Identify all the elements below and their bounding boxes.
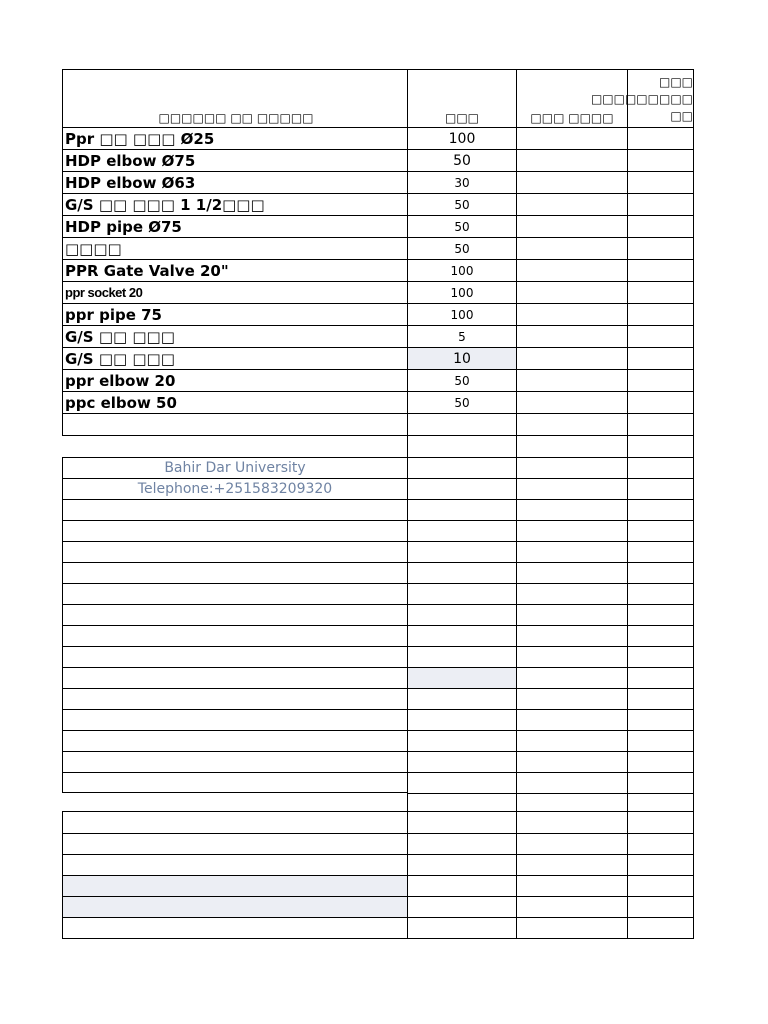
empty-cell[interactable] bbox=[407, 478, 516, 499]
empty-cell[interactable] bbox=[62, 583, 407, 604]
organization-name: Bahir Dar University bbox=[62, 457, 407, 478]
empty-cell[interactable] bbox=[62, 562, 407, 583]
item-qty-cell[interactable]: 100 bbox=[407, 303, 516, 325]
item-qty-cell-selected[interactable]: 10 bbox=[407, 347, 516, 369]
table-row-empty bbox=[62, 667, 694, 688]
telephone-number: Telephone:+251583209320 bbox=[62, 478, 407, 499]
table-row-empty bbox=[62, 833, 694, 854]
header-item-description: □□□□□□ □□ □□□□□ bbox=[62, 69, 407, 127]
table-row-empty bbox=[62, 709, 694, 730]
empty-cell[interactable] bbox=[62, 751, 407, 772]
total-price-cell[interactable] bbox=[627, 259, 694, 281]
empty-cell[interactable] bbox=[62, 772, 407, 793]
empty-cell[interactable] bbox=[62, 833, 407, 854]
total-price-cell[interactable] bbox=[627, 303, 694, 325]
empty-cell[interactable] bbox=[407, 604, 516, 625]
empty-cell[interactable] bbox=[516, 875, 627, 896]
empty-cell[interactable] bbox=[516, 604, 627, 625]
empty-cell[interactable] bbox=[516, 854, 627, 875]
table-row-empty bbox=[62, 688, 694, 709]
total-price-cell[interactable] bbox=[627, 149, 694, 171]
empty-cell[interactable] bbox=[627, 604, 694, 625]
empty-cell[interactable] bbox=[407, 730, 516, 751]
empty-cell[interactable] bbox=[407, 457, 516, 478]
empty-cell[interactable] bbox=[516, 541, 627, 562]
empty-cell[interactable] bbox=[627, 730, 694, 751]
table-row bbox=[62, 215, 694, 237]
empty-cell[interactable] bbox=[627, 478, 694, 499]
empty-cell[interactable] bbox=[627, 917, 694, 939]
empty-cell[interactable] bbox=[62, 435, 407, 457]
item-qty-cell[interactable]: 5 bbox=[407, 325, 516, 347]
empty-cell[interactable] bbox=[407, 772, 516, 793]
table-row-empty bbox=[62, 896, 694, 917]
header-unit-price: □□□ □□□□ bbox=[516, 69, 627, 127]
empty-cell[interactable] bbox=[627, 583, 694, 604]
table-row-empty bbox=[62, 541, 694, 562]
table-row-empty bbox=[62, 751, 694, 772]
empty-cell[interactable] bbox=[516, 520, 627, 541]
empty-cell[interactable] bbox=[627, 751, 694, 772]
item-qty-cell[interactable]: 50 bbox=[407, 193, 516, 215]
total-price-cell[interactable] bbox=[627, 391, 694, 413]
empty-cell[interactable] bbox=[62, 520, 407, 541]
item-qty-cell[interactable]: 100 bbox=[407, 259, 516, 281]
empty-cell[interactable] bbox=[407, 688, 516, 709]
header-total-price bbox=[590, 69, 694, 127]
total-price-cell[interactable] bbox=[627, 281, 694, 303]
empty-cell[interactable] bbox=[516, 583, 627, 604]
empty-cell[interactable] bbox=[62, 917, 407, 939]
header-total-line-1: □□□ bbox=[658, 75, 693, 89]
empty-cell[interactable] bbox=[407, 854, 516, 875]
table-row bbox=[62, 281, 694, 303]
empty-cell[interactable] bbox=[516, 730, 627, 751]
table-row-empty bbox=[62, 583, 694, 604]
table-row bbox=[62, 347, 694, 369]
unit-price-cell[interactable] bbox=[516, 259, 627, 281]
empty-cell[interactable] bbox=[516, 917, 627, 939]
unit-price-cell[interactable] bbox=[516, 149, 627, 171]
empty-cell[interactable] bbox=[627, 772, 694, 793]
empty-cell[interactable] bbox=[407, 646, 516, 667]
table-row bbox=[62, 237, 694, 259]
empty-cell[interactable] bbox=[407, 709, 516, 730]
unit-price-cell[interactable] bbox=[516, 391, 627, 413]
empty-cell[interactable] bbox=[62, 625, 407, 646]
unit-price-cell[interactable] bbox=[516, 347, 627, 369]
item-name-cell[interactable]: HDP pipe Ø75 bbox=[62, 215, 407, 237]
empty-cell[interactable] bbox=[62, 667, 407, 688]
item-name-cell[interactable]: G/S □□ □□□ bbox=[62, 347, 407, 369]
empty-cell[interactable] bbox=[407, 811, 516, 833]
table-row-gap bbox=[62, 435, 694, 457]
empty-cell[interactable] bbox=[62, 413, 407, 435]
table-row bbox=[62, 127, 694, 149]
table-row bbox=[62, 193, 694, 215]
item-name-cell[interactable]: ppr pipe 75 bbox=[62, 303, 407, 325]
table-row-gap bbox=[62, 793, 694, 811]
header-total-line-3: □□ bbox=[670, 109, 693, 123]
unit-price-cell[interactable] bbox=[516, 325, 627, 347]
empty-cell[interactable] bbox=[516, 793, 627, 811]
table-row-empty bbox=[62, 499, 694, 520]
empty-cell[interactable] bbox=[516, 811, 627, 833]
empty-cell[interactable] bbox=[516, 457, 627, 478]
empty-cell[interactable] bbox=[627, 413, 694, 435]
empty-cell[interactable] bbox=[62, 811, 407, 833]
empty-cell[interactable] bbox=[407, 435, 516, 457]
empty-cell[interactable] bbox=[516, 625, 627, 646]
item-qty-cell[interactable]: 50 bbox=[407, 391, 516, 413]
table-row bbox=[62, 171, 694, 193]
header-quantity: □□□ bbox=[407, 69, 516, 127]
empty-cell[interactable] bbox=[627, 896, 694, 917]
unit-price-cell[interactable] bbox=[516, 281, 627, 303]
table-row-empty bbox=[62, 854, 694, 875]
empty-cell[interactable] bbox=[516, 499, 627, 520]
empty-cell[interactable] bbox=[627, 499, 694, 520]
empty-cell[interactable] bbox=[62, 688, 407, 709]
item-qty-cell[interactable]: 100 bbox=[407, 281, 516, 303]
empty-cell[interactable] bbox=[407, 875, 516, 896]
table-row-empty bbox=[62, 413, 694, 435]
unit-price-cell[interactable] bbox=[516, 369, 627, 391]
empty-cell[interactable] bbox=[407, 499, 516, 520]
total-price-cell[interactable] bbox=[627, 193, 694, 215]
empty-cell[interactable] bbox=[407, 520, 516, 541]
empty-cell[interactable] bbox=[62, 709, 407, 730]
item-qty-cell[interactable]: 50 bbox=[407, 237, 516, 259]
table-row bbox=[62, 457, 694, 478]
empty-cell[interactable] bbox=[627, 793, 694, 811]
empty-cell[interactable] bbox=[627, 667, 694, 688]
item-qty-cell[interactable]: 30 bbox=[407, 171, 516, 193]
unit-price-cell[interactable] bbox=[516, 127, 627, 149]
empty-cell[interactable] bbox=[407, 751, 516, 772]
item-name-cell[interactable]: ppr elbow 20 bbox=[62, 369, 407, 391]
empty-cell[interactable] bbox=[627, 875, 694, 896]
empty-cell-selected[interactable] bbox=[62, 896, 407, 917]
empty-cell[interactable] bbox=[516, 646, 627, 667]
empty-cell[interactable] bbox=[407, 833, 516, 854]
unit-price-cell[interactable] bbox=[516, 171, 627, 193]
empty-cell[interactable] bbox=[627, 520, 694, 541]
empty-cell[interactable] bbox=[516, 772, 627, 793]
empty-cell[interactable] bbox=[627, 709, 694, 730]
empty-cell[interactable] bbox=[627, 435, 694, 457]
item-name-cell[interactable]: G/S □□ □□□ bbox=[62, 325, 407, 347]
table-row bbox=[62, 325, 694, 347]
empty-cell[interactable] bbox=[516, 688, 627, 709]
total-price-cell[interactable] bbox=[627, 127, 694, 149]
empty-cell[interactable] bbox=[62, 730, 407, 751]
item-name-cell[interactable]: PPR Gate Valve 20" bbox=[62, 259, 407, 281]
total-price-cell[interactable] bbox=[627, 215, 694, 237]
table-row-empty bbox=[62, 520, 694, 541]
table-row-empty bbox=[62, 562, 694, 583]
empty-cell[interactable] bbox=[516, 709, 627, 730]
item-name-cell[interactable]: Ppr □□ □□□ Ø25 bbox=[62, 127, 407, 149]
unit-price-cell[interactable] bbox=[516, 237, 627, 259]
header-total-line-2: □□□□□□□□□ bbox=[590, 92, 693, 106]
empty-cell[interactable] bbox=[516, 833, 627, 854]
empty-cell[interactable] bbox=[407, 413, 516, 435]
empty-cell-selected[interactable] bbox=[407, 667, 516, 688]
empty-cell[interactable] bbox=[627, 646, 694, 667]
table-row bbox=[62, 391, 694, 413]
table-header bbox=[62, 69, 694, 127]
empty-cell[interactable] bbox=[627, 457, 694, 478]
empty-cell[interactable] bbox=[407, 917, 516, 939]
empty-cell[interactable] bbox=[627, 688, 694, 709]
item-qty-cell[interactable]: 50 bbox=[407, 369, 516, 391]
item-qty-cell[interactable]: 100 bbox=[407, 127, 516, 149]
item-name-cell[interactable]: ppc elbow 50 bbox=[62, 391, 407, 413]
empty-cell[interactable] bbox=[516, 562, 627, 583]
item-name-cell[interactable]: HDP elbow Ø75 bbox=[62, 149, 407, 171]
total-price-cell[interactable] bbox=[627, 171, 694, 193]
empty-cell[interactable] bbox=[516, 667, 627, 688]
table-row-empty bbox=[62, 772, 694, 793]
spreadsheet-table bbox=[62, 69, 694, 939]
empty-cell[interactable] bbox=[627, 833, 694, 854]
table-row-empty bbox=[62, 730, 694, 751]
table-row-empty bbox=[62, 875, 694, 896]
unit-price-cell[interactable] bbox=[516, 215, 627, 237]
empty-cell[interactable] bbox=[62, 646, 407, 667]
table-row-empty bbox=[62, 604, 694, 625]
table-row bbox=[62, 259, 694, 281]
table-row-empty bbox=[62, 917, 694, 939]
table-row bbox=[62, 478, 694, 499]
empty-cell[interactable] bbox=[516, 896, 627, 917]
empty-cell[interactable] bbox=[627, 541, 694, 562]
empty-cell[interactable] bbox=[407, 625, 516, 646]
empty-cell[interactable] bbox=[407, 896, 516, 917]
unit-price-cell[interactable] bbox=[516, 193, 627, 215]
table-row bbox=[62, 369, 694, 391]
empty-cell[interactable] bbox=[516, 413, 627, 435]
item-name-cell[interactable]: G/S □□ □□□ 1 1/2□□□ bbox=[62, 193, 407, 215]
empty-cell[interactable] bbox=[62, 793, 407, 811]
empty-cell[interactable] bbox=[627, 625, 694, 646]
empty-cell-selected[interactable] bbox=[62, 875, 407, 896]
item-name-cell[interactable]: ppr socket 20 bbox=[62, 281, 407, 303]
table-row bbox=[62, 303, 694, 325]
empty-cell[interactable] bbox=[627, 562, 694, 583]
empty-cell[interactable] bbox=[627, 854, 694, 875]
total-price-cell[interactable] bbox=[627, 369, 694, 391]
total-price-cell[interactable] bbox=[627, 347, 694, 369]
empty-cell[interactable] bbox=[407, 562, 516, 583]
item-name-cell[interactable]: HDP elbow Ø63 bbox=[62, 171, 407, 193]
empty-cell[interactable] bbox=[407, 583, 516, 604]
empty-cell[interactable] bbox=[516, 478, 627, 499]
empty-cell[interactable] bbox=[516, 435, 627, 457]
item-qty-cell[interactable]: 50 bbox=[407, 149, 516, 171]
empty-cell[interactable] bbox=[62, 854, 407, 875]
empty-cell[interactable] bbox=[62, 499, 407, 520]
item-name-cell[interactable]: □□□□ bbox=[62, 237, 407, 259]
total-price-cell[interactable] bbox=[627, 325, 694, 347]
table-row-empty bbox=[62, 646, 694, 667]
empty-cell[interactable] bbox=[407, 541, 516, 562]
total-price-cell[interactable] bbox=[627, 237, 694, 259]
empty-cell[interactable] bbox=[62, 604, 407, 625]
item-qty-cell[interactable]: 50 bbox=[407, 215, 516, 237]
empty-cell[interactable] bbox=[627, 811, 694, 833]
empty-cell[interactable] bbox=[62, 541, 407, 562]
unit-price-cell[interactable] bbox=[516, 303, 627, 325]
table-row-empty bbox=[62, 811, 694, 833]
table-row bbox=[62, 149, 694, 171]
table-row-empty bbox=[62, 625, 694, 646]
empty-cell[interactable] bbox=[407, 793, 516, 811]
empty-cell[interactable] bbox=[516, 751, 627, 772]
